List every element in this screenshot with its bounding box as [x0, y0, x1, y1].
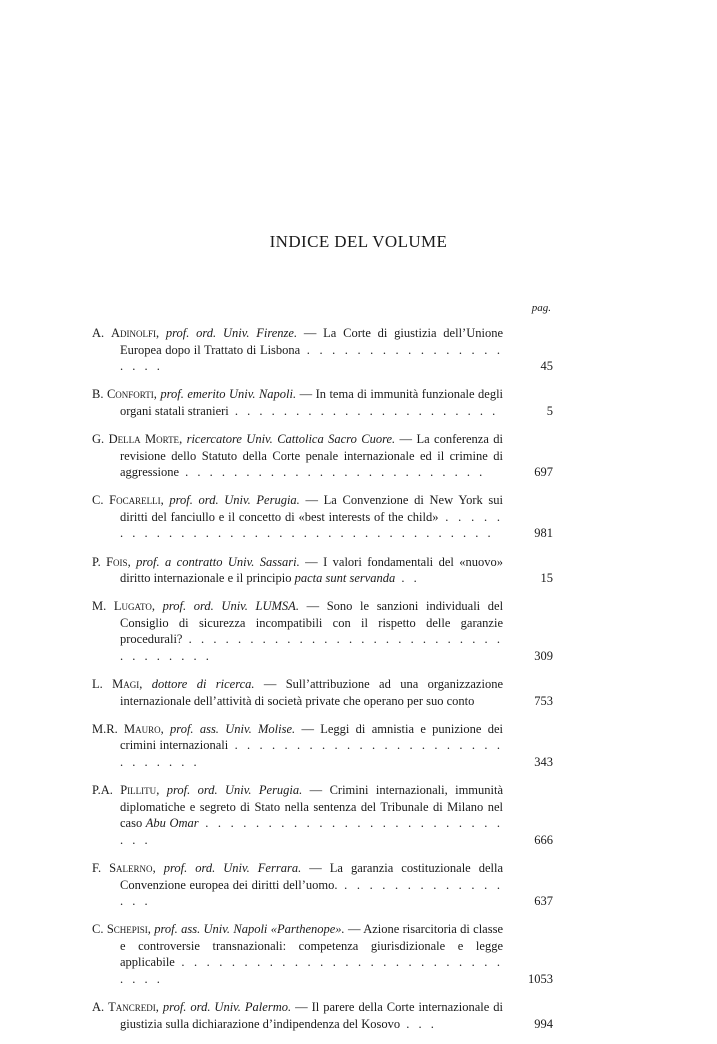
author-role: prof. ord. Univ. Palermo.: [162, 1000, 292, 1015]
article-title: Il parere della Corte internazionale di giustizia sulla dichiarazione d’indipendenza del Kosovo: [120, 1000, 504, 1031]
leader-dots: . . . . . . . . . . . . . . . . . . . . . .: [228, 403, 499, 418]
toc-entry: C. Schepisi, prof. ass. Univ. Napoli «Parthenope». — Azione risarcitoria di classe e controversie transnazionali: competenza giurisdizionale e legge applicabile . . . . . . . . . . . . . . . . . . . . . . . . . . . . . . 1053: [92, 922, 553, 986]
page-number: 994: [534, 1016, 553, 1031]
author-initial: C.: [92, 922, 104, 937]
article-title: Crimini internazionali, immunità diplomatiche e segreto di Stato nella sentenza del Tribunale di Milano nel caso: [120, 783, 504, 831]
leader-dots: . . . . . . . . . . . . . . . . . . . . . . . . . . .: [120, 816, 504, 847]
leader-dots: . . . . . . . . . . . . . . . .: [120, 877, 503, 909]
author-role: dottore di ricerca.: [151, 677, 255, 692]
leader-dots: . . . . . . . . . . . . . . . . . . . . . . . . . . . . . . . . . . . .: [120, 509, 503, 541]
article-title-italic: pacta sunt servanda: [294, 571, 396, 586]
leader-dots: . . . . . . . . . . . . . . . . . . . . . . . . .: [179, 465, 486, 480]
author-surname: Della Morte: [108, 431, 180, 446]
leader-dots: . . . . . . . . . . . . . . . . . . . . . . . . . . . . .: [120, 738, 504, 769]
author-surname: Conforti: [106, 387, 154, 402]
author-role: prof. ass. Univ. Molise.: [170, 721, 296, 736]
page-title: INDICE DEL VOLUME: [269, 232, 448, 251]
author-initial: A.: [92, 326, 105, 340]
author-surname: Schepisi: [106, 922, 148, 937]
page-number: 981: [534, 526, 553, 541]
leader-dots: . . . . . . . . . . . . . . . . . . . . . . . . . . . . . . . . . .: [120, 632, 503, 663]
author-role: ricercatore Univ. Cattolica Sacro Cuore.: [186, 431, 396, 446]
toc-entry: M.R. Mauro, prof. ass. Univ. Molise. — Leggi di amnistia e punizione dei crimini internazionali . . . . . . . . . . . . . . . . . . . . . . . . . . . . . 343: [92, 721, 553, 769]
author-role: prof. ord. Univ. Ferrara.: [163, 860, 302, 875]
author-initial: P.A.: [92, 783, 113, 798]
article-title: Sull’attribuzione ad una organizzazione internazionale dell’attività di società private che operano per suo conto: [120, 677, 504, 708]
toc-entry: A. Adinolfi, prof. ord. Univ. Firenze. — La Corte di giustizia dell’Unione Europea dopo il Trattato di Lisbona . . . . . . . . . . . . . . . . . . . . 45: [92, 326, 553, 374]
page-number: 1053: [528, 972, 553, 986]
page-number: 45: [540, 359, 553, 374]
author-surname: Pillitu: [120, 783, 157, 798]
article-title: La garanzia costituzionale della Convenzione europea dei diritti dell’uomo.: [120, 860, 504, 892]
author-surname: Adinolfi: [110, 326, 156, 340]
author-surname: Focarelli: [109, 493, 161, 508]
author-initial: M.R.: [92, 721, 118, 736]
page-number: 697: [534, 465, 553, 480]
article-title: Azione risarcitoria di classe e controversie transnazionali: competenza giurisdizionale e legge applicabile: [120, 922, 504, 970]
toc-entry: L. Magi, dottore di ricerca. — Sull’attribuzione ad una organizzazione internazionale dell’attività di società private che operano per suo conto 753: [92, 677, 553, 708]
leader-dots: . . . . . . . . . . . . . . . . . . . .: [120, 342, 504, 374]
toc-entry: G. Della Morte, ricercatore Univ. Cattolica Sacro Cuore. — La conferenza di revisione dello Statuto della Corte penale internazionale ed il crimine di aggressione . . . . . . . . . . . . . . . . . . . . . . . . . 697: [92, 431, 553, 480]
article-title: In tema di immunità funzionale degli organi statali stranieri: [120, 387, 504, 418]
page-number: 637: [534, 894, 553, 909]
author-initial: P.: [92, 554, 101, 569]
article-title: La Corte di giustizia dell’Unione Europea dopo il Trattato di Lisbona: [120, 326, 504, 357]
author-role: prof. ord. Univ. LUMSA.: [162, 599, 299, 614]
author-initial: F.: [92, 860, 102, 875]
leader-dots: . . . . . . . . . . . . . . . . . . . . . . . . . . . . . .: [120, 955, 503, 986]
author-role: prof. emerito Univ. Napoli.: [160, 387, 297, 402]
toc-entry: P. Fois, prof. a contratto Univ. Sassari. — I valori fondamentali del «nuovo» diritto internazionale e il principio pacta sunt servanda . . 15: [92, 554, 553, 586]
author-role: prof. ord. Univ. Firenze.: [165, 326, 298, 340]
toc-entry: M. Lugato, prof. ord. Univ. LUMSA. — Sono le sanzioni individuali del Consiglio di sicurezza incompatibili con il rispetto delle garanzie procedurali? . . . . . . . . . . . . . . . . . . . . . . . . . . . . . . . . . . 309: [92, 599, 553, 663]
toc-entry: P.A. Pillitu, prof. ord. Univ. Perugia. — Crimini internazionali, immunità diplomatiche e segreto di Stato nella sentenza del Tribunale di Milano nel caso Abu Omar . . . . . . . . . . . . . . . . . . . . . . . . . . . 666: [92, 783, 553, 847]
leader-dots: . . .: [400, 1016, 437, 1031]
toc-entry: F. Salerno, prof. ord. Univ. Ferrara. — La garanzia costituzionale della Convenzione europea dei diritti dell’uomo. . . . . . . . . . . . . . . . . 637: [92, 860, 553, 909]
toc-entry: B. Conforti, prof. emerito Univ. Napoli. — In tema di immunità funzionale degli organi statali stranieri . . . . . . . . . . . . . . . . . . . . . . 5: [92, 387, 553, 418]
author-initial: G.: [92, 431, 105, 446]
page-number: 15: [540, 571, 553, 586]
author-initial: L.: [92, 677, 103, 692]
toc-entry: A. Tancredi, prof. ord. Univ. Palermo. — Il parere della Corte internazionale di giustizia sulla dichiarazione d’indipendenza del Kosovo . . . 994: [92, 1000, 553, 1031]
toc-entry: C. Focarelli, prof. ord. Univ. Perugia. — La Convenzione di New York sui diritti del fanciullo e il concetto di «best interests of the child» . . . . . . . . . . . . . . . . . . . . . . . . . . . . . . . . . . . . 981: [92, 493, 553, 541]
table-of-contents: [92, 325, 553, 1044]
author-role: prof. ord. Univ. Perugia.: [166, 783, 303, 798]
page-number: 309: [534, 649, 553, 663]
author-surname: Lugato: [113, 599, 152, 614]
author-initial: M.: [92, 599, 107, 614]
author-role: prof. ord. Univ. Perugia.: [169, 493, 300, 508]
author-initial: C.: [92, 493, 104, 508]
page-number: 666: [534, 832, 553, 847]
page-number: 343: [534, 754, 553, 769]
page-number: 753: [534, 693, 553, 708]
article-title: I valori fondamentali del «nuovo» diritto internazionale e il principio: [120, 554, 503, 586]
article-title: Leggi di amnistia e punizione dei crimini internazionali: [120, 721, 504, 753]
author-role: prof. a contratto Univ. Sassari.: [136, 554, 300, 569]
author-surname: Salerno: [109, 860, 153, 875]
author-surname: Magi: [112, 677, 140, 692]
leader-dots: . .: [395, 571, 420, 586]
article-title-italic: Abu Omar: [145, 816, 199, 831]
author-surname: Mauro: [124, 721, 161, 736]
article-title: La conferenza di revisione dello Statuto della Corte penale internazionale ed il crimine di aggressione: [120, 431, 504, 480]
article-title: La Convenzione di New York sui diritti del fanciullo e il concetto di «best interests of the child»: [120, 493, 504, 524]
author-initial: B.: [92, 387, 104, 402]
author-initial: A.: [92, 1000, 105, 1015]
author-surname: Fois: [106, 554, 128, 569]
article-title: Sono le sanzioni individuali del Consiglio di sicurezza incompatibili con il rispetto delle garanzie procedurali?: [120, 599, 504, 647]
author-role: prof. ass. Univ. Napoli «Parthenope».: [154, 922, 345, 937]
page-column-label: pag.: [531, 302, 551, 314]
page-number: 5: [546, 403, 553, 418]
author-surname: Tancredi: [108, 1000, 156, 1015]
